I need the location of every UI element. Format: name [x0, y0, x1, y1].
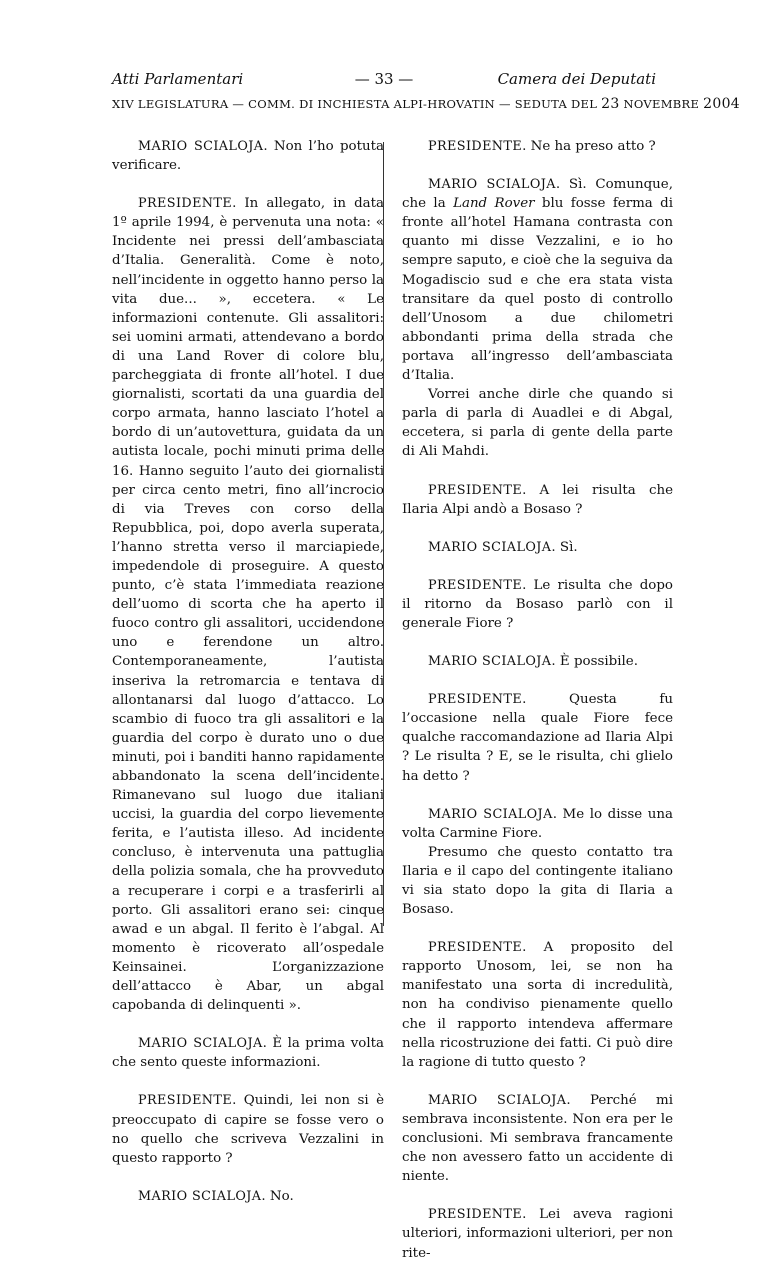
speaker-name: PRESIDENTE [428, 1207, 523, 1223]
speaker-name: PRESIDENTE [428, 692, 523, 708]
paragraph-text: . A proposito del rapporto Unosom, lei, se non ha manifestato una sorta di incredulità, non ha condiviso pienamente quello che il rapporto intendeva affermare nella ricostruzione dei fatti. Ci può dire la ragione di tutto questo ? [402, 940, 673, 1070]
speaker-name: MARIO SCIALOJA [138, 1188, 262, 1204]
paragraph-text: . No. [261, 1188, 294, 1204]
right-column [385, 137, 673, 1263]
header-chamber: Camera dei Deputati [497, 70, 656, 88]
paragraph-text: blu fosse ferma di fronte all’hotel Hamana contrasta con quanto mi disse Vezzalini, e io ho sempre saputo, e cioè che la seguiva da Mogadiscio sud e che era stata vista transitare da quel posto di controllo dell’Unosom a due chilometri abbondanti prima della strada che portava all’ingresso dell’ambasciata d’Italia. [402, 196, 674, 384]
speaker-name: PRESIDENTE [428, 482, 523, 498]
paragraph [402, 938, 673, 1072]
paragraph [402, 805, 673, 843]
subheader-year: 2004 [703, 96, 740, 112]
subheader-prefix: XIV LEGISLATURA — COMM. DI INCHIESTA ALPI-HROVATIN — SEDUTA DEL [112, 97, 602, 111]
left-column [112, 137, 384, 1206]
paragraph [402, 690, 673, 785]
speaker-name: MARIO SCIALOJA [428, 539, 552, 555]
paragraph-text: . Lei aveva ragioni ulteriori, informazioni ulteriori, per non rite- [402, 1207, 673, 1261]
speaker-name: MARIO SCIALOJA [428, 806, 553, 822]
speaker-name: MARIO SCIALOJA [138, 139, 264, 154]
speaker-name: MARIO SCIALOJA [428, 1092, 567, 1108]
subheader-day: 23 [601, 96, 620, 112]
paragraph [402, 538, 673, 557]
paragraph-text: . Perché mi sembrava inconsistente. Non era per le conclusioni. Mi sembrava francamente che non avessero fatto un accidente di niente. [402, 1092, 673, 1185]
speaker-name: MARIO SCIALOJA [428, 177, 556, 193]
speaker-name: PRESIDENTE [138, 1093, 233, 1109]
paragraph-text: . Le risulta che dopo il ritorno da Bosaso parlò con il generale Fiore ? [402, 577, 673, 631]
paragraph-text: . È possibile. [551, 654, 638, 670]
column-divider [383, 142, 384, 926]
paragraph [112, 1091, 384, 1167]
paragraph [402, 1091, 673, 1186]
paragraph [402, 481, 673, 519]
session-subheader [112, 96, 740, 112]
paragraph [402, 175, 673, 385]
paragraph [112, 1187, 384, 1206]
page-number: — 33 — [354, 70, 414, 88]
paragraph-text: . Ne ha preso atto ? [522, 139, 656, 154]
speaker-name: PRESIDENTE [428, 940, 523, 956]
paragraph [402, 652, 673, 671]
paragraph [402, 576, 673, 633]
paragraph-text: . Quindi, lei non si è preoccupato di capire se fosse vero o no quello che scriveva Vezzalini in questo rapporto ? [112, 1093, 384, 1166]
speaker-name: MARIO SCIALOJA [138, 1036, 263, 1052]
header-publication: Atti Parlamentari [112, 70, 244, 88]
paragraph-text: . In allegato, in data 1º aprile 1994, è pervenuta una nota: « Incidente nei pressi dell’ambasciata d’Italia. Generalità. Come è noto, nell’incidente in oggetto hanno perso la vita due... », eccetera. « Le informazioni contenute. Gli assalitori: sei uomini armati, attendevano a bordo di una Land Rover di colore blu, parcheggiata di fronte all’hotel. I due giornalisti, scortati da una guardia del corpo armata, hanno lasciato l’hotel a bordo di un’autovettura, guidata da un autista locale, pochi minuti prima delle 16. Hanno seguito l’auto dei giornalisti per circa cento metri, fino all’incrocio di via Treves con corso della Repubblica, poi, dopo averla superata, l’hanno stretta verso il marciapiede, impedendole di proseguire. A questo punto, c’è stata l’immediata reazione dell’uomo di scorta che ha aperto il fuoco contro gli assalitori, uccidendone uno e ferendone un altro. Contemporaneamente, l’autista inseriva la retromarcia e tentava di allontanarsi dal luogo d’attacco. Lo scambio di fuoco tra gli assalitori e la guardia del corpo è durato uno o due minuti, poi i banditi hanno rapidamente abbandonato la scena dell’incidente. Rimanevano sul luogo due italiani uccisi, la guardia del corpo lievemente ferita, e l’autista illeso. Ad incidente concluso, è intervenuta una pattuglia della polizia somala, che ha provveduto a recuperare i corpi e a trasferirli al porto. Gli assalitori erano sei: cinque awad e un abgal. Il ferito è l’abgal. Al momento è ricoverato all’ospedale Keinsainei. L’organizzazione dell’attacco è Abar, un abgal capobanda di delinquenti ». [112, 196, 384, 1014]
paragraph-text: . Sì. Comunque, che la [402, 177, 673, 212]
paragraph-text: . Non l’ho potuta verificare. [112, 139, 384, 174]
paragraph-text: . Questa fu l’occasione nella quale Fiore fece qualche raccomandazione ad Ilaria Alpi ? Le risulta ? E, se le risulta, chi glielo ha detto ? [402, 692, 673, 784]
paragraph [112, 137, 384, 175]
speaker-name: MARIO SCIALOJA [428, 654, 552, 670]
paragraph-text: . È la prima volta che sento queste informazioni. [112, 1036, 384, 1071]
page-header [112, 70, 656, 94]
subheader-month: NOVEMBRE [619, 97, 704, 111]
paragraph [402, 137, 673, 156]
italic-term: Land Rover [453, 196, 535, 212]
paragraph-continuation: Presumo che questo contatto tra Ilaria e il capo del contingente italiano vi sia stato dopo la gita di Ilaria a Bosaso. [402, 844, 673, 918]
paragraph [112, 1034, 384, 1072]
paragraph-text: . A lei risulta che Ilaria Alpi andò a Bosaso ? [402, 482, 673, 517]
paragraph-continuation: Vorrei anche dirle che quando si parla di parla di Auadlei e di Abgal, eccetera, si parla di gente della parte di Ali Mahdi. [402, 387, 673, 460]
paragraph [402, 1205, 673, 1262]
speaker-name: PRESIDENTE [428, 577, 523, 593]
paragraph [112, 194, 384, 1015]
speaker-name: PRESIDENTE [428, 139, 523, 154]
paragraph-text: . Me lo disse una volta Carmine Fiore. [402, 806, 673, 841]
speaker-name: PRESIDENTE [138, 196, 233, 212]
paragraph-text: . Sì. [551, 539, 578, 555]
